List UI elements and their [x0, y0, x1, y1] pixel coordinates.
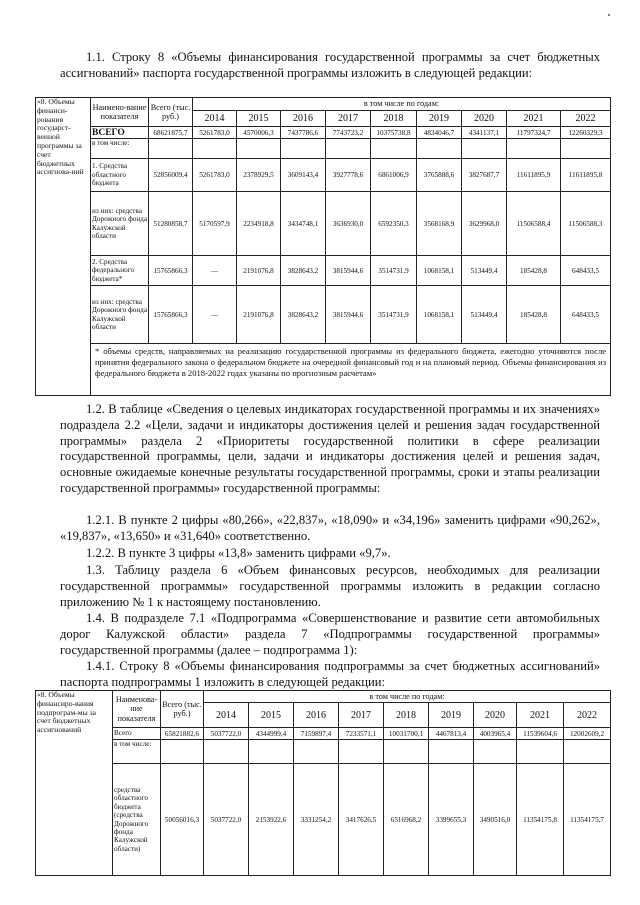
table1-cell: 3815944,6 [326, 286, 371, 344]
intro-paragraph: 1.1. Строку 8 «Объемы финансирования государственной программы за счет бюджетных ассигнований» паспорта государственной программы изложить в следующей редакции: [60, 50, 600, 80]
table2-cell: 2153922,6 [249, 764, 294, 876]
table1-cell: 12260329,3 [561, 127, 611, 139]
table1-year: 2019 [417, 111, 462, 127]
table1-cell: 3609143,4 [281, 159, 326, 192]
table1-cell: 11611895,9 [507, 159, 561, 192]
table1-cell: 513449,4 [462, 256, 507, 286]
table2-cell: 4467813,4 [429, 728, 474, 740]
table2-cell: 12002609,2 [564, 728, 611, 740]
table1-cell: 3514731,9 [371, 256, 417, 286]
table1-cell: 648433,5 [561, 286, 611, 344]
table1-year: 2020 [462, 111, 507, 127]
table2-year: 2014 [204, 703, 249, 728]
table1-cell: 11797324,7 [507, 127, 561, 139]
scan-speck [608, 14, 610, 16]
table1-cell: 2191076,8 [237, 256, 281, 286]
table1-cell: 1068158,1 [417, 256, 462, 286]
table2-year: 2016 [294, 703, 339, 728]
table2-year: 2022 [564, 703, 611, 728]
table1-cell: 3514731,9 [371, 286, 417, 344]
table1-cell: 3434748,1 [281, 192, 326, 256]
table2-cell: 3417626,5 [339, 764, 384, 876]
table1-cell: 3828643,2 [281, 286, 326, 344]
table1-footnote: * объемы средств, направляемых на реализацию государственной программы из федерального бюджета, ежегодно уточняются после принятия федерального закона о федеральном бюджете на очередной финансовый год и на плановый период. Объемы финансирования из федерального бюджета в 2018-2022 годах указаны по прогнозным расчетам» [91, 344, 611, 396]
table1-incl-label: в том числе: [91, 139, 149, 159]
table1-cell: 5170597,9 [193, 192, 237, 256]
table2-year: 2021 [517, 703, 564, 728]
table1-year: 2016 [281, 111, 326, 127]
table2-cell: 3490516,0 [474, 764, 517, 876]
table2-year: 2019 [429, 703, 474, 728]
table1-year: 2018 [371, 111, 417, 127]
table2-row-label: «8. Объемы финансиро-вания подпрограм-мы за счет бюджетных ассигнований [36, 691, 113, 876]
table2-by-years: в том числе по годам: [204, 691, 611, 703]
table2-col-total: Всего (тыс. руб.) [161, 691, 204, 728]
table1-r3-label: 2. Средства федерального бюджета* [91, 256, 149, 286]
table1-cell: 3828643,2 [281, 256, 326, 286]
table1-r4-label: из них: средства Дорожного фонда Калужской области [91, 286, 149, 344]
table1-cell: 185428,8 [507, 256, 561, 286]
table2-cell: 5037722,0 [204, 728, 249, 740]
table1-cell: 15765866,3 [149, 256, 193, 286]
table1-r2-label: из них: средства Дорожного фонда Калужской области [91, 192, 149, 256]
table1-year: 2022 [561, 111, 611, 127]
paragraph-1-4-1: 1.4.1. Строку 8 «Объемы финансирования подпрограммы за счет бюджетных ассигнований» паспорта подпрограммы 1 изложить в следующей редакции: [60, 659, 600, 689]
table2-cell: 50056016,3 [161, 764, 204, 876]
paragraph-1-2: 1.2. В таблице «Сведения о целевых индикаторах государственной программы и их значениях» подраздела 2.2 «Цели, задачи и индикаторы достижения целей и решения задач государственной программы» раздела 2 «Приоритеты государственной политики в сфере реализации государственной программы, цели, задачи и индикаторы достижения целей и решения задач, основные ожидаемые конечные результаты государственной программы, сроки и этапы реализации государственной программы» государственной программы: [60, 402, 600, 495]
table1-cell: 3629968,0 [462, 192, 507, 256]
paragraph-1-4: 1.4. В подразделе 7.1 «Подпрограмма «Совершенствование и развитие сети автомобильных дорог Калужской области» раздела 7 «Подпрограммы государственной программы» государственной программы (далее – подпрограмма 1): [60, 611, 600, 657]
table1-cell: 513449,4 [462, 286, 507, 344]
table2-cell: 5037722,0 [204, 764, 249, 876]
table2-cell: 4344999,4 [249, 728, 294, 740]
table1-cell: 6861006,9 [371, 159, 417, 192]
table1-cell: — [193, 256, 237, 286]
table1-cell: 15765866,3 [149, 286, 193, 344]
table1-cell: 10375738,8 [371, 127, 417, 139]
table1-cell: 648433,5 [561, 256, 611, 286]
table1-cell: 4834046,7 [417, 127, 462, 139]
table1-cell: 5261783,0 [193, 127, 237, 139]
table1-r1-label: 1. Средства областного бюджета [91, 159, 149, 192]
table1-cell: 185428,8 [507, 286, 561, 344]
table1-year: 2021 [507, 111, 561, 127]
table1-year: 2017 [326, 111, 371, 127]
table2-r1-label: средства областного бюджета (средства Дорожного фонда Калужской области) [113, 764, 161, 876]
table1-cell: 3827687,7 [462, 159, 507, 192]
table1-col-name: Наимено-вание показателя [91, 98, 149, 127]
table2-year: 2018 [384, 703, 429, 728]
table1-cell: 1068158,1 [417, 286, 462, 344]
table1-cell: 68621875,7 [149, 127, 193, 139]
table1-cell: 3568168,9 [417, 192, 462, 256]
table1-cell: 4570006,3 [237, 127, 281, 139]
table2-cell: 10031700,1 [384, 728, 429, 740]
paragraph-1-2-1: 1.2.1. В пункте 2 цифры «80,266», «22,837», «18,090» и «34,196» заменить цифрами «90,262», «19,837», «13,650» и «31,640» соответственно. [60, 513, 600, 543]
table2-cell: 11354175,8 [517, 764, 564, 876]
table1-cell: 51280858,7 [149, 192, 193, 256]
table1-cell: 3927778,6 [326, 159, 371, 192]
table2-year: 2015 [249, 703, 294, 728]
table1-cell: 7743723,2 [326, 127, 371, 139]
table1-cell: 2191076,8 [237, 286, 281, 344]
paragraph-1-2-2: 1.2.2. В пункте 3 цифры «13,8» заменить цифрами «9,7». [86, 546, 391, 560]
table2-cell: 11354175,7 [564, 764, 611, 876]
table2-cell: 11539604,6 [517, 728, 564, 740]
table1-cell: 3765888,6 [417, 159, 462, 192]
table1-cell: 11611895,8 [561, 159, 611, 192]
table1-col-total: Всего (тыс. руб.) [149, 98, 193, 127]
table1-row-label: «8. Объемы финанси-рования государст-венной программы за счет бюджетных ассигнова-ний [36, 98, 91, 396]
table1-total-label: ВСЕГО [91, 127, 149, 139]
table2-cell: 4003965,4 [474, 728, 517, 740]
table1-year: 2015 [237, 111, 281, 127]
table1-cell: 11506588,3 [561, 192, 611, 256]
table1-by-years: в том числе по годам: [193, 98, 611, 111]
table1-cell: 2378929,5 [237, 159, 281, 192]
table2-cell: 6516968,2 [384, 764, 429, 876]
table1-cell: 5261783,0 [193, 159, 237, 192]
table2-incl-label: в том числе: [113, 740, 161, 764]
table1-cell: 7437786,6 [281, 127, 326, 139]
table2-cell: 65821882,6 [161, 728, 204, 740]
table2-year: 2020 [474, 703, 517, 728]
table2-year: 2017 [339, 703, 384, 728]
table1-cell: 4341137,1 [462, 127, 507, 139]
table2-cell: 7159897,4 [294, 728, 339, 740]
table2-cell: 3331254,2 [294, 764, 339, 876]
table-program-financing [35, 97, 611, 396]
table1-cell: 52856009,4 [149, 159, 193, 192]
table1-year: 2014 [193, 111, 237, 127]
table-subprogram-financing [35, 690, 611, 876]
table1-cell: 3636930,0 [326, 192, 371, 256]
table1-cell: — [193, 286, 237, 344]
table2-cell: 7233571,1 [339, 728, 384, 740]
paragraph-1-3: 1.3. Таблицу раздела 6 «Объем финансовых ресурсов, необходимых для реализации государственной программы» государственной программы изложить в редакции согласно приложению № 1 к настоящему постановлению. [60, 563, 600, 609]
table1-cell: 3815944,6 [326, 256, 371, 286]
table2-total-label: Всего [113, 728, 161, 740]
table1-cell: 11506588,4 [507, 192, 561, 256]
table2-cell: 3399655,3 [429, 764, 474, 876]
table2-col-name: Наименова-ние показателя [113, 691, 161, 728]
table1-cell: 6592350,3 [371, 192, 417, 256]
table1-cell: 2234918,8 [237, 192, 281, 256]
